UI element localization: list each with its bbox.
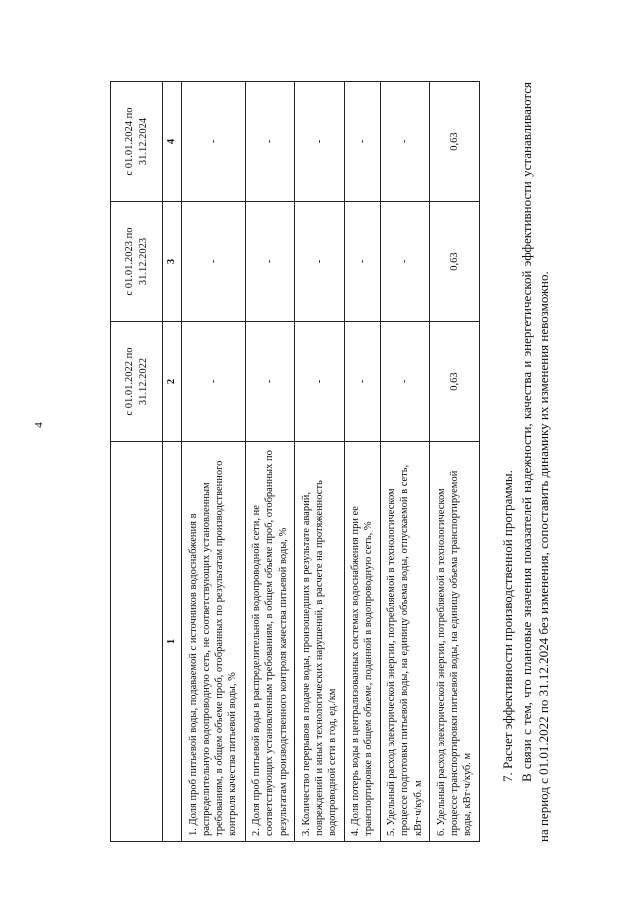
index-cell: 4 xyxy=(163,82,182,202)
value-2023: - xyxy=(182,202,246,322)
column-index-row xyxy=(163,82,182,842)
value-2023: 0,63 xyxy=(430,202,480,322)
value-2024: - xyxy=(295,82,345,202)
value-2022: - xyxy=(182,322,246,442)
value-2022: - xyxy=(380,322,430,442)
efficiency-table xyxy=(110,81,480,842)
table-row xyxy=(345,82,381,842)
index-cell: 1 xyxy=(163,442,182,842)
value-2024: - xyxy=(345,82,381,202)
value-2022: 0,63 xyxy=(430,322,480,442)
indicator-label: 5. Удельный расход электрической энергии, потребляемой в технологическом процессе подготовки питьевой воды, на единицу объема воды, отпускаемой в сеть, кВт·ч/куб. м xyxy=(380,442,430,842)
indicator-label: 1. Доля проб питьевой воды, подаваемой с источников водоснабжения в распределительную водопроводную сеть, не соответствующих установленным требованиям, в общем объеме проб, отобранных по результатам производственного контроля качества питьевой воды, % xyxy=(182,442,246,842)
body-paragraph: В связи с тем, что плановые значения показателей надежности, качества и энергетической эффективности устанавливаются на период с 01.01.2022 по 31.12.2024 без изменения, сопоставить динамику их изменения невозможно. xyxy=(519,82,551,842)
value-2024: - xyxy=(182,82,246,202)
index-cell: 3 xyxy=(163,202,182,322)
header-cell: с 01.01.2022 по 31.12.2022 xyxy=(111,322,163,442)
indicator-label: 4. Доля потерь воды в централизованных системах водоснабжения при ее транспортировке в общем объеме, поданной в водопроводную сеть, % xyxy=(345,442,381,842)
value-2022: - xyxy=(345,322,381,442)
header-cell xyxy=(111,442,163,842)
value-2023: - xyxy=(295,202,345,322)
table-row xyxy=(380,82,430,842)
value-2024: 0,63 xyxy=(430,82,480,202)
value-2022: - xyxy=(295,322,345,442)
header-cell: с 01.01.2023 по 31.12.2023 xyxy=(111,202,163,322)
page-number: 4 xyxy=(33,422,45,428)
indicator-label: 3. Количество перерывов в подаче воды, произошедших в результате аварий, повреждений и иных технологических нарушений, в расчете на протяженность водопроводной сети в год, ед./км xyxy=(295,442,345,842)
value-2023: - xyxy=(345,202,381,322)
value-2023: - xyxy=(245,202,295,322)
value-2023: - xyxy=(380,202,430,322)
value-2024: - xyxy=(380,82,430,202)
indicator-label: 2. Доля проб питьевой воды в распределительной водопроводной сети, не соответствующих установленным требованиям, в общем объеме проб, отобранных по результатам производственного контроля качества питьевой воды, % xyxy=(245,442,295,842)
section-title: 7. Расчет эффективности производственной программы. xyxy=(500,470,515,782)
table-row xyxy=(430,82,480,842)
index-cell: 2 xyxy=(163,322,182,442)
value-2024: - xyxy=(245,82,295,202)
table-row xyxy=(295,82,345,842)
table-header-row xyxy=(111,82,163,842)
header-cell: с 01.01.2024 по 31.12.2024 xyxy=(111,82,163,202)
table-row xyxy=(182,82,246,842)
value-2022: - xyxy=(245,322,295,442)
table-row xyxy=(245,82,295,842)
rotated-content xyxy=(110,62,640,852)
indicator-label: 6. Удельный расход электрической энергии, потребляемой в технологическом процессе транспортировки питьевой воды, на единицу объема транспортируемой воды, кВт·ч/куб. м xyxy=(430,442,480,842)
